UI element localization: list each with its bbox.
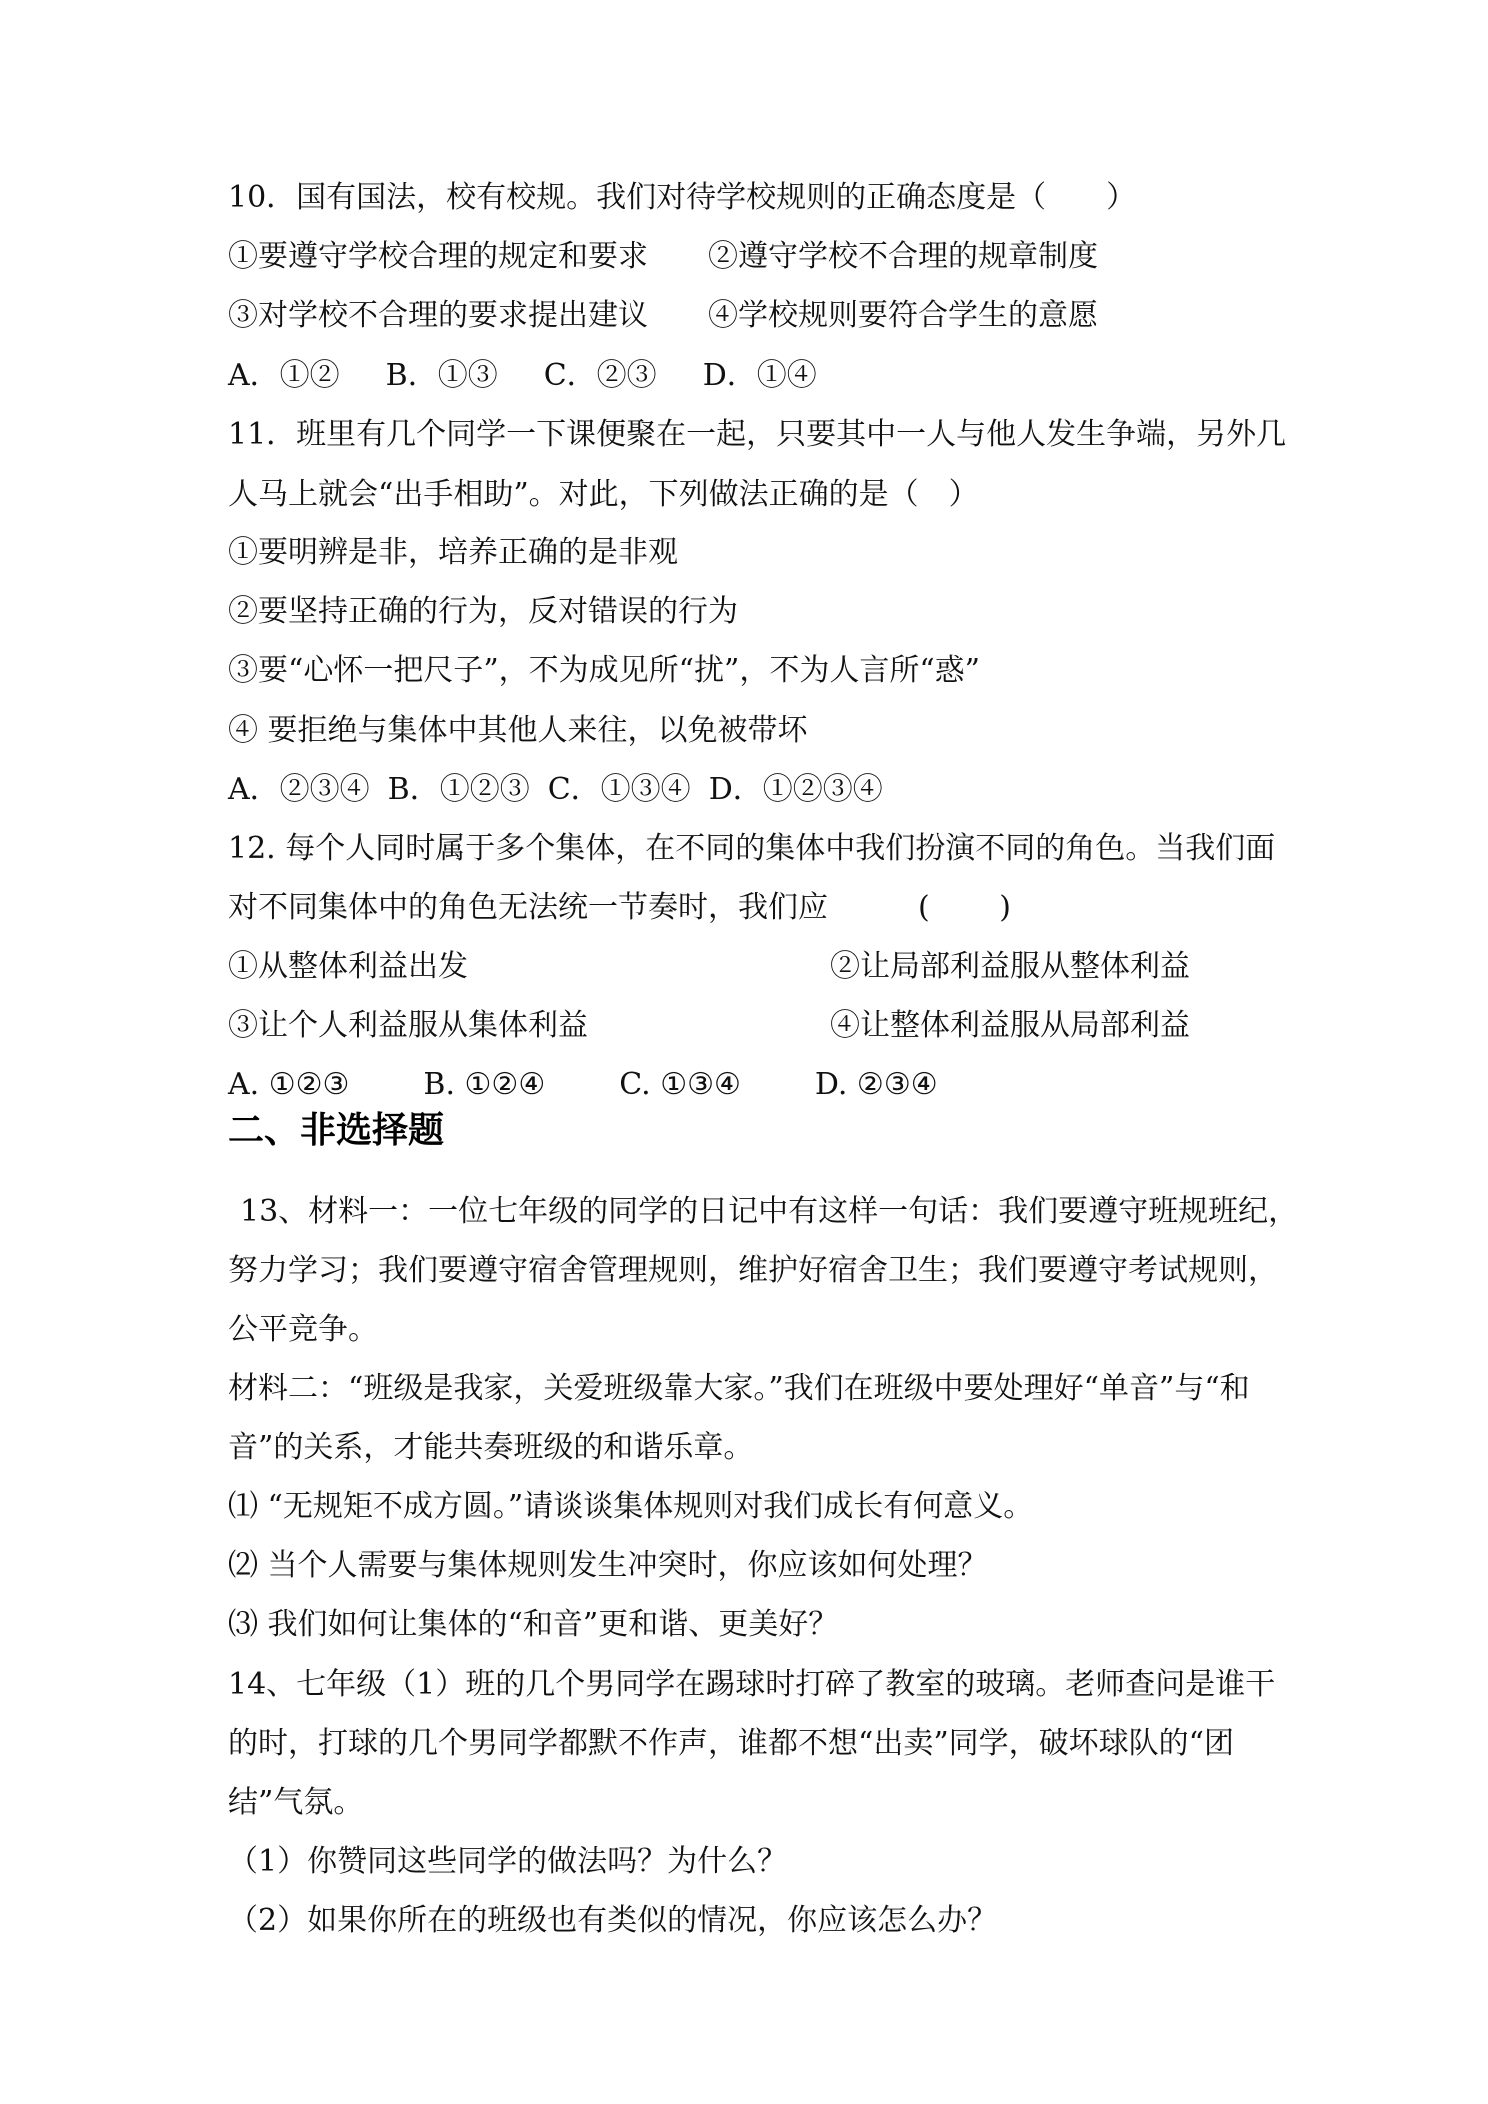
q11-item: ②要坚持正确的行为，反对错误的行为 — [228, 594, 738, 629]
q11-option-c: C．①③④ — [547, 772, 691, 807]
section-title: 二、非选择题 — [228, 1110, 445, 1151]
q10-option-b: B．①③ — [385, 358, 498, 393]
q13-line: 材料二：“班级是我家，关爱班级靠大家。”我们在班级中要处理好“单音”与“和 — [228, 1371, 1250, 1406]
q11-item: ③要“心怀一把尺子”，不为成见所“扰”，不为人言所“惑” — [228, 653, 981, 688]
q10-option-d: D．①④ — [702, 358, 817, 393]
q11-option-a: A．②③④ — [228, 772, 370, 807]
q11-item: ①要明辨是非，培养正确的是非观 — [228, 535, 678, 570]
q12-option-b: B. ①②④ — [423, 1067, 546, 1102]
q12-stem-line1: 12. 每个人同时属于多个集体，在不同的集体中我们扮演不同的角色。当我们面 — [228, 831, 1276, 866]
q12-stem-line2: 对不同集体中的角色无法统一节奏时，我们应 ( ) — [228, 890, 1011, 925]
q10-option-c: C．②③ — [543, 358, 657, 393]
q14-line: 的时，打球的几个男同学都默不作声，谁都不想“出卖”同学，破坏球队的“团 — [228, 1726, 1235, 1761]
q13-line: 公平竞争。 — [228, 1312, 378, 1347]
q12-item: ③让个人利益服从集体利益 — [228, 1008, 588, 1043]
q11-stem-line1: 11．班里有几个同学一下课便聚在一起，只要其中一人与他人发生争端，另外几 — [228, 417, 1287, 452]
q14-line: 结”气氛。 — [228, 1785, 364, 1820]
q11-stem-line2: 人马上就会“出手相助”。对此，下列做法正确的是（ ） — [228, 477, 979, 512]
q10-item-line: ①要遵守学校合理的规定和要求 ②遵守学校不合理的规章制度 — [228, 239, 1098, 274]
q12-options — [228, 1067, 938, 1102]
q11-item: ④ 要拒绝与集体中其他人来往，以免被带坏 — [228, 713, 808, 748]
q13-subquestion: ⑴ “无规矩不成方圆。”请谈谈集体规则对我们成长有何意义。 — [228, 1489, 1034, 1524]
q11-options — [228, 772, 883, 807]
q12-option-d: D. ②③④ — [814, 1067, 938, 1102]
q10-stem: 10．国有国法，校有校规。我们对待学校规则的正确态度是（ ） — [228, 180, 1137, 215]
q11-option-d: D．①②③④ — [708, 772, 883, 807]
q12-item: ②让局部利益服从整体利益 — [830, 949, 1190, 984]
q11-option-b: B．①②③ — [387, 772, 530, 807]
q14-subquestion: （2）如果你所在的班级也有类似的情况，你应该怎么办？ — [228, 1903, 998, 1938]
q10-item-line: ③对学校不合理的要求提出建议 ④学校规则要符合学生的意愿 — [228, 298, 1098, 333]
q14-line: 14、七年级（1）班的几个男同学在踢球时打碎了教室的玻璃。老师查问是谁干 — [228, 1667, 1276, 1702]
q13-subquestion: ⑵ 当个人需要与集体规则发生冲突时，你应该如何处理？ — [228, 1548, 988, 1583]
q12-option-a: A. ①②③ — [228, 1067, 350, 1102]
q13-line: 努力学习；我们要遵守宿舍管理规则，维护好宿舍卫生；我们要遵守考试规则， — [228, 1253, 1278, 1288]
q10-options — [228, 358, 817, 393]
q14-subquestion: （1）你赞同这些同学的做法吗？为什么？ — [228, 1844, 788, 1879]
q12-item: ①从整体利益出发 — [228, 949, 468, 984]
q10-option-a: A．①② — [228, 358, 340, 393]
q13-line: 13、材料一：一位七年级的同学的日记中有这样一句话：我们要遵守班规班纪， — [240, 1194, 1299, 1229]
q13-subquestion: ⑶ 我们如何让集体的“和音”更和谐、更美好？ — [228, 1607, 839, 1642]
q12-item: ④让整体利益服从局部利益 — [830, 1008, 1190, 1043]
q12-option-c: C. ①③④ — [619, 1067, 741, 1102]
q13-line: 音”的关系，才能共奏班级的和谐乐章。 — [228, 1430, 754, 1465]
